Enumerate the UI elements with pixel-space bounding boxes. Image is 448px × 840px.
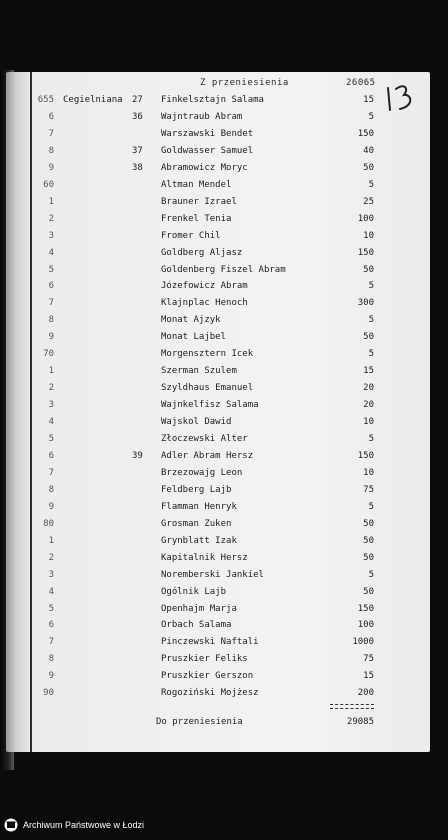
- carried-forward-label: Z przeniesienia: [200, 78, 289, 88]
- resident-name: Brzezowajg Leon: [161, 467, 243, 478]
- resident-name: Pinczewski Naftali: [161, 637, 259, 648]
- resident-name: Warszawski Bendet: [161, 128, 254, 139]
- amount: 50: [363, 264, 374, 275]
- street-name: Cegielniana: [63, 95, 123, 105]
- amount: 15: [363, 366, 374, 377]
- resident-name: Józefowicz Abram: [161, 281, 248, 292]
- ledger-row: [0, 586, 448, 603]
- amount: 10: [363, 467, 374, 478]
- ledger-row: [0, 247, 448, 264]
- ledger-row: [0, 196, 448, 213]
- carried-forward-total: 26065: [346, 78, 376, 88]
- resident-name: Feldberg Lajb: [161, 484, 232, 495]
- resident-name: Orbach Salama: [161, 620, 232, 631]
- ledger-row: [0, 297, 448, 314]
- entry-number: 70: [43, 349, 54, 360]
- entry-number: 2: [48, 552, 54, 563]
- house-number: 37: [132, 145, 143, 156]
- entry-number: 8: [48, 145, 54, 156]
- ledger-row: [0, 128, 448, 145]
- entry-number: 4: [48, 586, 54, 597]
- ledger-row: [0, 264, 448, 281]
- carry-over-total: 29085: [346, 717, 374, 727]
- ledger-row: [0, 433, 448, 450]
- amount: 50: [363, 518, 374, 529]
- entry-number: 5: [48, 264, 54, 275]
- entry-number: 5: [48, 434, 54, 444]
- resident-name: Pruszkier Feliks: [161, 654, 248, 665]
- ledger-row: [0, 535, 448, 552]
- ledger-row: [0, 653, 448, 670]
- resident-name: Pruszkier Gerszon: [161, 671, 254, 682]
- amount: 150: [357, 247, 374, 258]
- amount: 1000: [352, 637, 374, 648]
- entry-number: 7: [48, 637, 54, 648]
- entry-number: 7: [48, 467, 54, 478]
- amount: 150: [357, 603, 374, 614]
- ledger-row: [0, 230, 448, 247]
- ledger-row: [0, 399, 448, 416]
- entry-number: 90: [43, 688, 54, 699]
- ledger-row: [0, 501, 448, 518]
- house-number: 38: [132, 162, 143, 173]
- entry-number: 7: [48, 298, 54, 309]
- resident-name: Goldwasser Samuel: [161, 145, 254, 156]
- resident-name: Wajskol Dawid: [161, 417, 232, 428]
- house-number: 39: [132, 450, 143, 461]
- ledger-row: [0, 145, 448, 162]
- resident-name: Noremberski Jankiel: [161, 569, 264, 580]
- amount: 40: [363, 145, 374, 156]
- amount: 150: [357, 450, 374, 461]
- resident-name: Monat Ajzyk: [161, 315, 221, 326]
- amount: 5: [368, 179, 374, 190]
- amount: 50: [363, 162, 374, 173]
- entry-number: 9: [48, 332, 54, 343]
- ledger-row: [0, 569, 448, 586]
- entry-number: 8: [48, 654, 54, 665]
- entry-number: 6: [48, 111, 54, 122]
- amount: 5: [368, 281, 374, 292]
- amount: 50: [363, 332, 374, 343]
- amount: 200: [357, 688, 374, 699]
- viewer-footer: [0, 812, 448, 840]
- ledger-row: [0, 111, 448, 128]
- resident-name: Wajnkelfisz Salama: [161, 400, 259, 411]
- ledger-row: [0, 552, 448, 569]
- entry-number: 9: [48, 162, 54, 173]
- entry-number: 2: [48, 213, 54, 224]
- house-number: 27: [132, 95, 143, 105]
- ledger-row: [0, 670, 448, 687]
- resident-name: Rogoziński Mojżesz: [161, 688, 259, 699]
- ledger-row: [0, 484, 448, 501]
- entry-number: 9: [48, 501, 54, 512]
- entry-number: 1: [48, 366, 54, 377]
- amount: 300: [357, 298, 374, 309]
- resident-name: Monat Lajbel: [161, 332, 227, 343]
- amount: 5: [368, 434, 374, 444]
- ledger-row: [0, 619, 448, 636]
- amount: 10: [363, 230, 374, 241]
- entry-number: 1: [48, 535, 54, 546]
- ledger-row: [0, 314, 448, 331]
- ledger-row: [0, 213, 448, 230]
- resident-name: Fromer Chil: [161, 230, 221, 241]
- amount: 20: [363, 400, 374, 411]
- amount: 75: [363, 654, 374, 665]
- ledger-row: [0, 162, 448, 179]
- entry-number: 3: [48, 569, 54, 580]
- resident-name: Abramowicz Moryc: [161, 162, 248, 173]
- ledger-row: [0, 518, 448, 535]
- resident-name: Flamman Henryk: [161, 501, 237, 512]
- resident-name: Adler Abram Hersz: [161, 450, 254, 461]
- entry-number: 3: [48, 230, 54, 241]
- amount: 15: [363, 95, 374, 105]
- resident-name: Grynblatt Izak: [161, 535, 237, 546]
- entry-number: 60: [43, 179, 54, 190]
- entry-number: 6: [48, 281, 54, 292]
- amount: 5: [368, 315, 374, 326]
- entry-number: 7: [48, 128, 54, 139]
- ledger-row: [0, 603, 448, 620]
- ledger-row: [0, 331, 448, 348]
- resident-name: Frenkel Tenia: [161, 213, 232, 224]
- amount: 5: [368, 111, 374, 122]
- house-number: 36: [132, 111, 143, 122]
- entry-number: 8: [48, 315, 54, 326]
- amount: 15: [363, 671, 374, 682]
- entry-number: 2: [48, 383, 54, 394]
- resident-name: Kapitalnik Hersz: [161, 552, 248, 563]
- resident-name: Openhajm Marja: [161, 603, 237, 614]
- ledger-row: [0, 467, 448, 484]
- ledger-row: [0, 382, 448, 399]
- ledger-row: [0, 365, 448, 382]
- amount: 100: [357, 620, 374, 631]
- entry-number: 4: [48, 247, 54, 258]
- resident-name: Szerman Szulem: [161, 366, 237, 377]
- resident-name: Grosman Zuken: [161, 518, 232, 529]
- ledger-row: [0, 280, 448, 297]
- resident-name: Klajnplac Henoch: [161, 298, 248, 309]
- resident-name: Finkelsztajn Salama: [161, 95, 264, 105]
- amount: 5: [368, 501, 374, 512]
- carry-over-label: Do przeniesienia: [156, 717, 243, 727]
- amount: 10: [363, 417, 374, 428]
- amount: 5: [368, 569, 374, 580]
- amount: 50: [363, 535, 374, 546]
- entry-number: 5: [48, 603, 54, 614]
- entry-number: 655: [37, 95, 54, 105]
- amount: 150: [357, 128, 374, 139]
- ledger-row: [0, 636, 448, 653]
- ledger-row: [0, 450, 448, 467]
- resident-name: Złoczewski Alter: [161, 434, 248, 444]
- ledger-row: [0, 687, 448, 704]
- resident-name: Ogólnik Lajb: [161, 586, 227, 597]
- entry-number: 3: [48, 400, 54, 411]
- ledger-row: [0, 94, 448, 111]
- archive-logo-icon: [4, 818, 18, 832]
- sum-divider-second: [330, 708, 374, 709]
- entry-number: 9: [48, 671, 54, 682]
- resident-name: Goldberg Aljasz: [161, 247, 243, 258]
- entry-number: 6: [48, 450, 54, 461]
- amount: 20: [363, 383, 374, 394]
- archive-name: Archiwum Państwowe w Łodzi: [23, 820, 145, 830]
- amount: 50: [363, 586, 374, 597]
- amount: 50: [363, 552, 374, 563]
- entry-number: 6: [48, 620, 54, 631]
- ledger-row: [0, 179, 448, 196]
- resident-name: Brauner Izrael: [161, 196, 237, 207]
- amount: 5: [368, 349, 374, 360]
- resident-name: Altman Mendel: [161, 179, 232, 190]
- entry-number: 8: [48, 484, 54, 495]
- resident-name: Szyldhaus Emanuel: [161, 383, 254, 394]
- amount: 75: [363, 484, 374, 495]
- sum-divider: [330, 704, 374, 705]
- resident-name: Wajntraub Abram: [161, 111, 243, 122]
- amount: 25: [363, 196, 374, 207]
- ledger-row: [0, 416, 448, 433]
- resident-name: Goldenberg Fiszel Abram: [161, 264, 286, 275]
- entry-number: 1: [48, 196, 54, 207]
- resident-name: Morgensztern Icek: [161, 349, 254, 360]
- entry-number: 80: [43, 518, 54, 529]
- entry-number: 4: [48, 417, 54, 428]
- amount: 100: [357, 213, 374, 224]
- ledger-row: [0, 348, 448, 365]
